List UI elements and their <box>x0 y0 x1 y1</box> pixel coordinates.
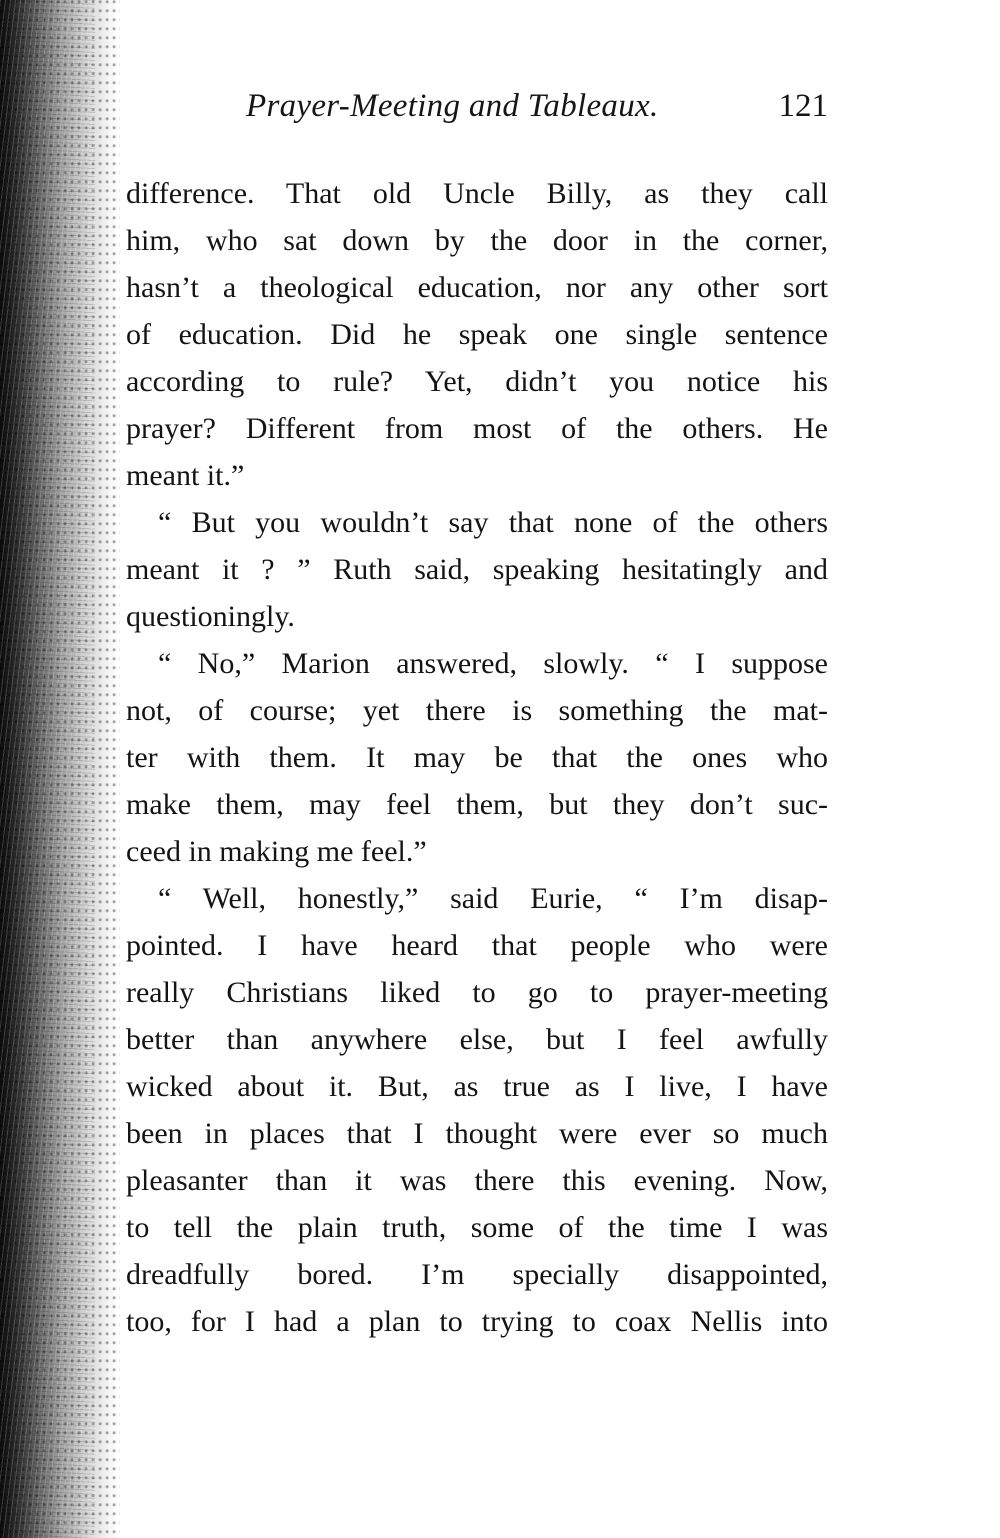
text-line: wicked about it. But, as true as I live, I have <box>126 1070 828 1103</box>
paragraph <box>126 499 828 640</box>
text-line: “ Well, honestly,” said Eurie, “ I’m disap- <box>158 882 828 915</box>
text-line: meant it.” <box>126 459 245 492</box>
paragraph <box>126 170 828 499</box>
text-line: been in places that I thought were ever so much <box>126 1117 828 1150</box>
page-header <box>126 88 828 138</box>
page-number: 121 <box>778 88 828 124</box>
text-line: better than anywhere else, but I feel awfully <box>126 1023 828 1056</box>
text-line: dreadfully bored. I’m specially disappointed, <box>126 1258 828 1291</box>
text-line: of education. Did he speak one single sentence <box>126 318 828 351</box>
text-line: hasn’t a theological education, nor any other sort <box>126 271 828 304</box>
text-line: ceed in making me feel.” <box>126 835 427 868</box>
text-line: really Christians liked to go to prayer-meeting <box>126 976 828 1009</box>
text-line: meant it ? ” Ruth said, speaking hesitatingly and <box>126 553 828 586</box>
text-line: to tell the plain truth, some of the time I was <box>126 1211 828 1244</box>
text-line: not, of course; yet there is something the mat- <box>126 694 828 727</box>
running-title: Prayer-Meeting and Tableaux. <box>246 88 659 124</box>
body-text <box>126 170 828 1345</box>
text-line: make them, may feel them, but they don’t suc- <box>126 788 828 821</box>
text-line: ter with them. It may be that the ones who <box>126 741 828 774</box>
text-line: according to rule? Yet, didn’t you notice his <box>126 365 828 398</box>
paragraph <box>126 875 828 1345</box>
paragraph <box>126 640 828 875</box>
text-line: difference. That old Uncle Billy, as they call <box>126 177 828 210</box>
text-line: pointed. I have heard that people who were <box>126 929 828 962</box>
text-line: too, for I had a plan to trying to coax Nellis into <box>126 1305 828 1338</box>
text-line: prayer? Different from most of the others. He <box>126 412 828 445</box>
text-line: him, who sat down by the door in the corner, <box>126 224 828 257</box>
text-line: pleasanter than it was there this evening. Now, <box>126 1164 828 1197</box>
scanned-page-gutter-noise <box>0 0 95 1538</box>
text-line: “ But you wouldn’t say that none of the others <box>158 506 828 539</box>
text-line: “ No,” Marion answered, slowly. “ I suppose <box>158 647 828 680</box>
text-line: questioningly. <box>126 600 295 633</box>
